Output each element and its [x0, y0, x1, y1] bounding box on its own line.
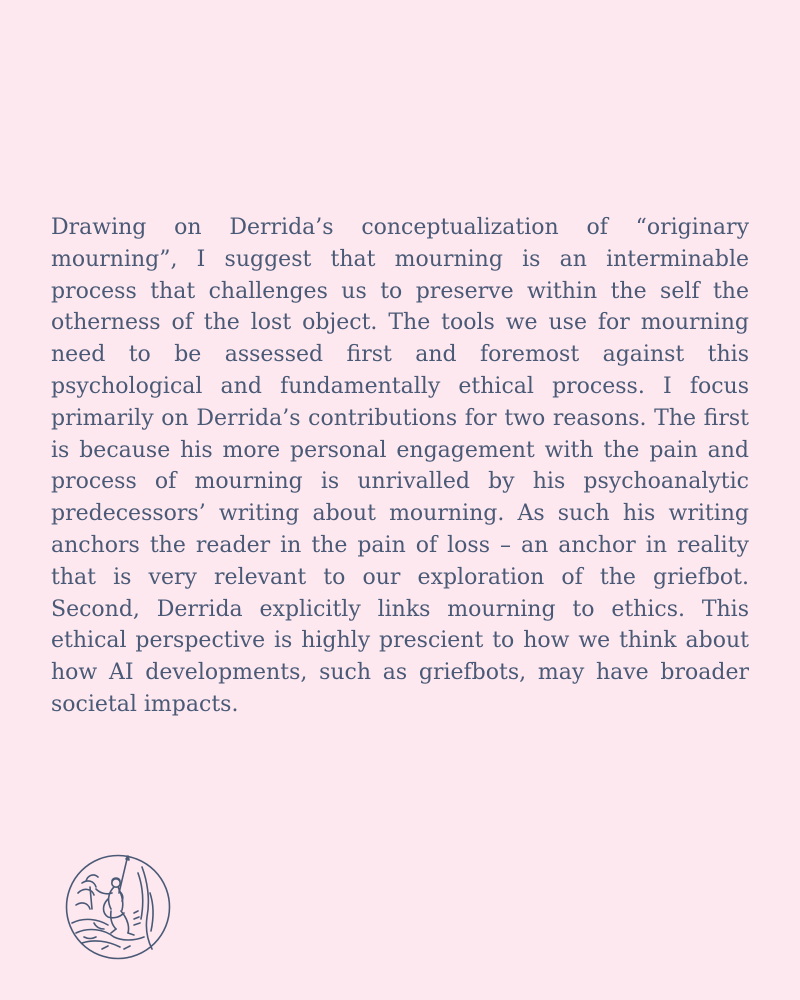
- body-paragraph: Drawing on Derrida’s conceptualization of “originary mourning”, I suggest that mourning is an interminable process that challenges us to preserve within the self the otherness of the lost object. The tools we use for mourning need to be assessed first and foremost against this psychological and fundamentally ethical process. I focus primarily on Derrida’s contributions for two reasons. The first is because his more personal engagement with the pain and process of mourning is unrivalled by his psychoanalytic predecessors’ writing about mourning. As such his writing anchors the reader in the pain of loss – an anchor in reality that is very relevant to our exploration of the griefbot. Second, Derrida explicitly links mourning to ethics. This ethical perspective is highly prescient to how we think about how AI developments, such as griefbots, may have broader societal impacts.: [51, 215, 749, 717]
- seated-figure-emblem-icon: [64, 853, 172, 961]
